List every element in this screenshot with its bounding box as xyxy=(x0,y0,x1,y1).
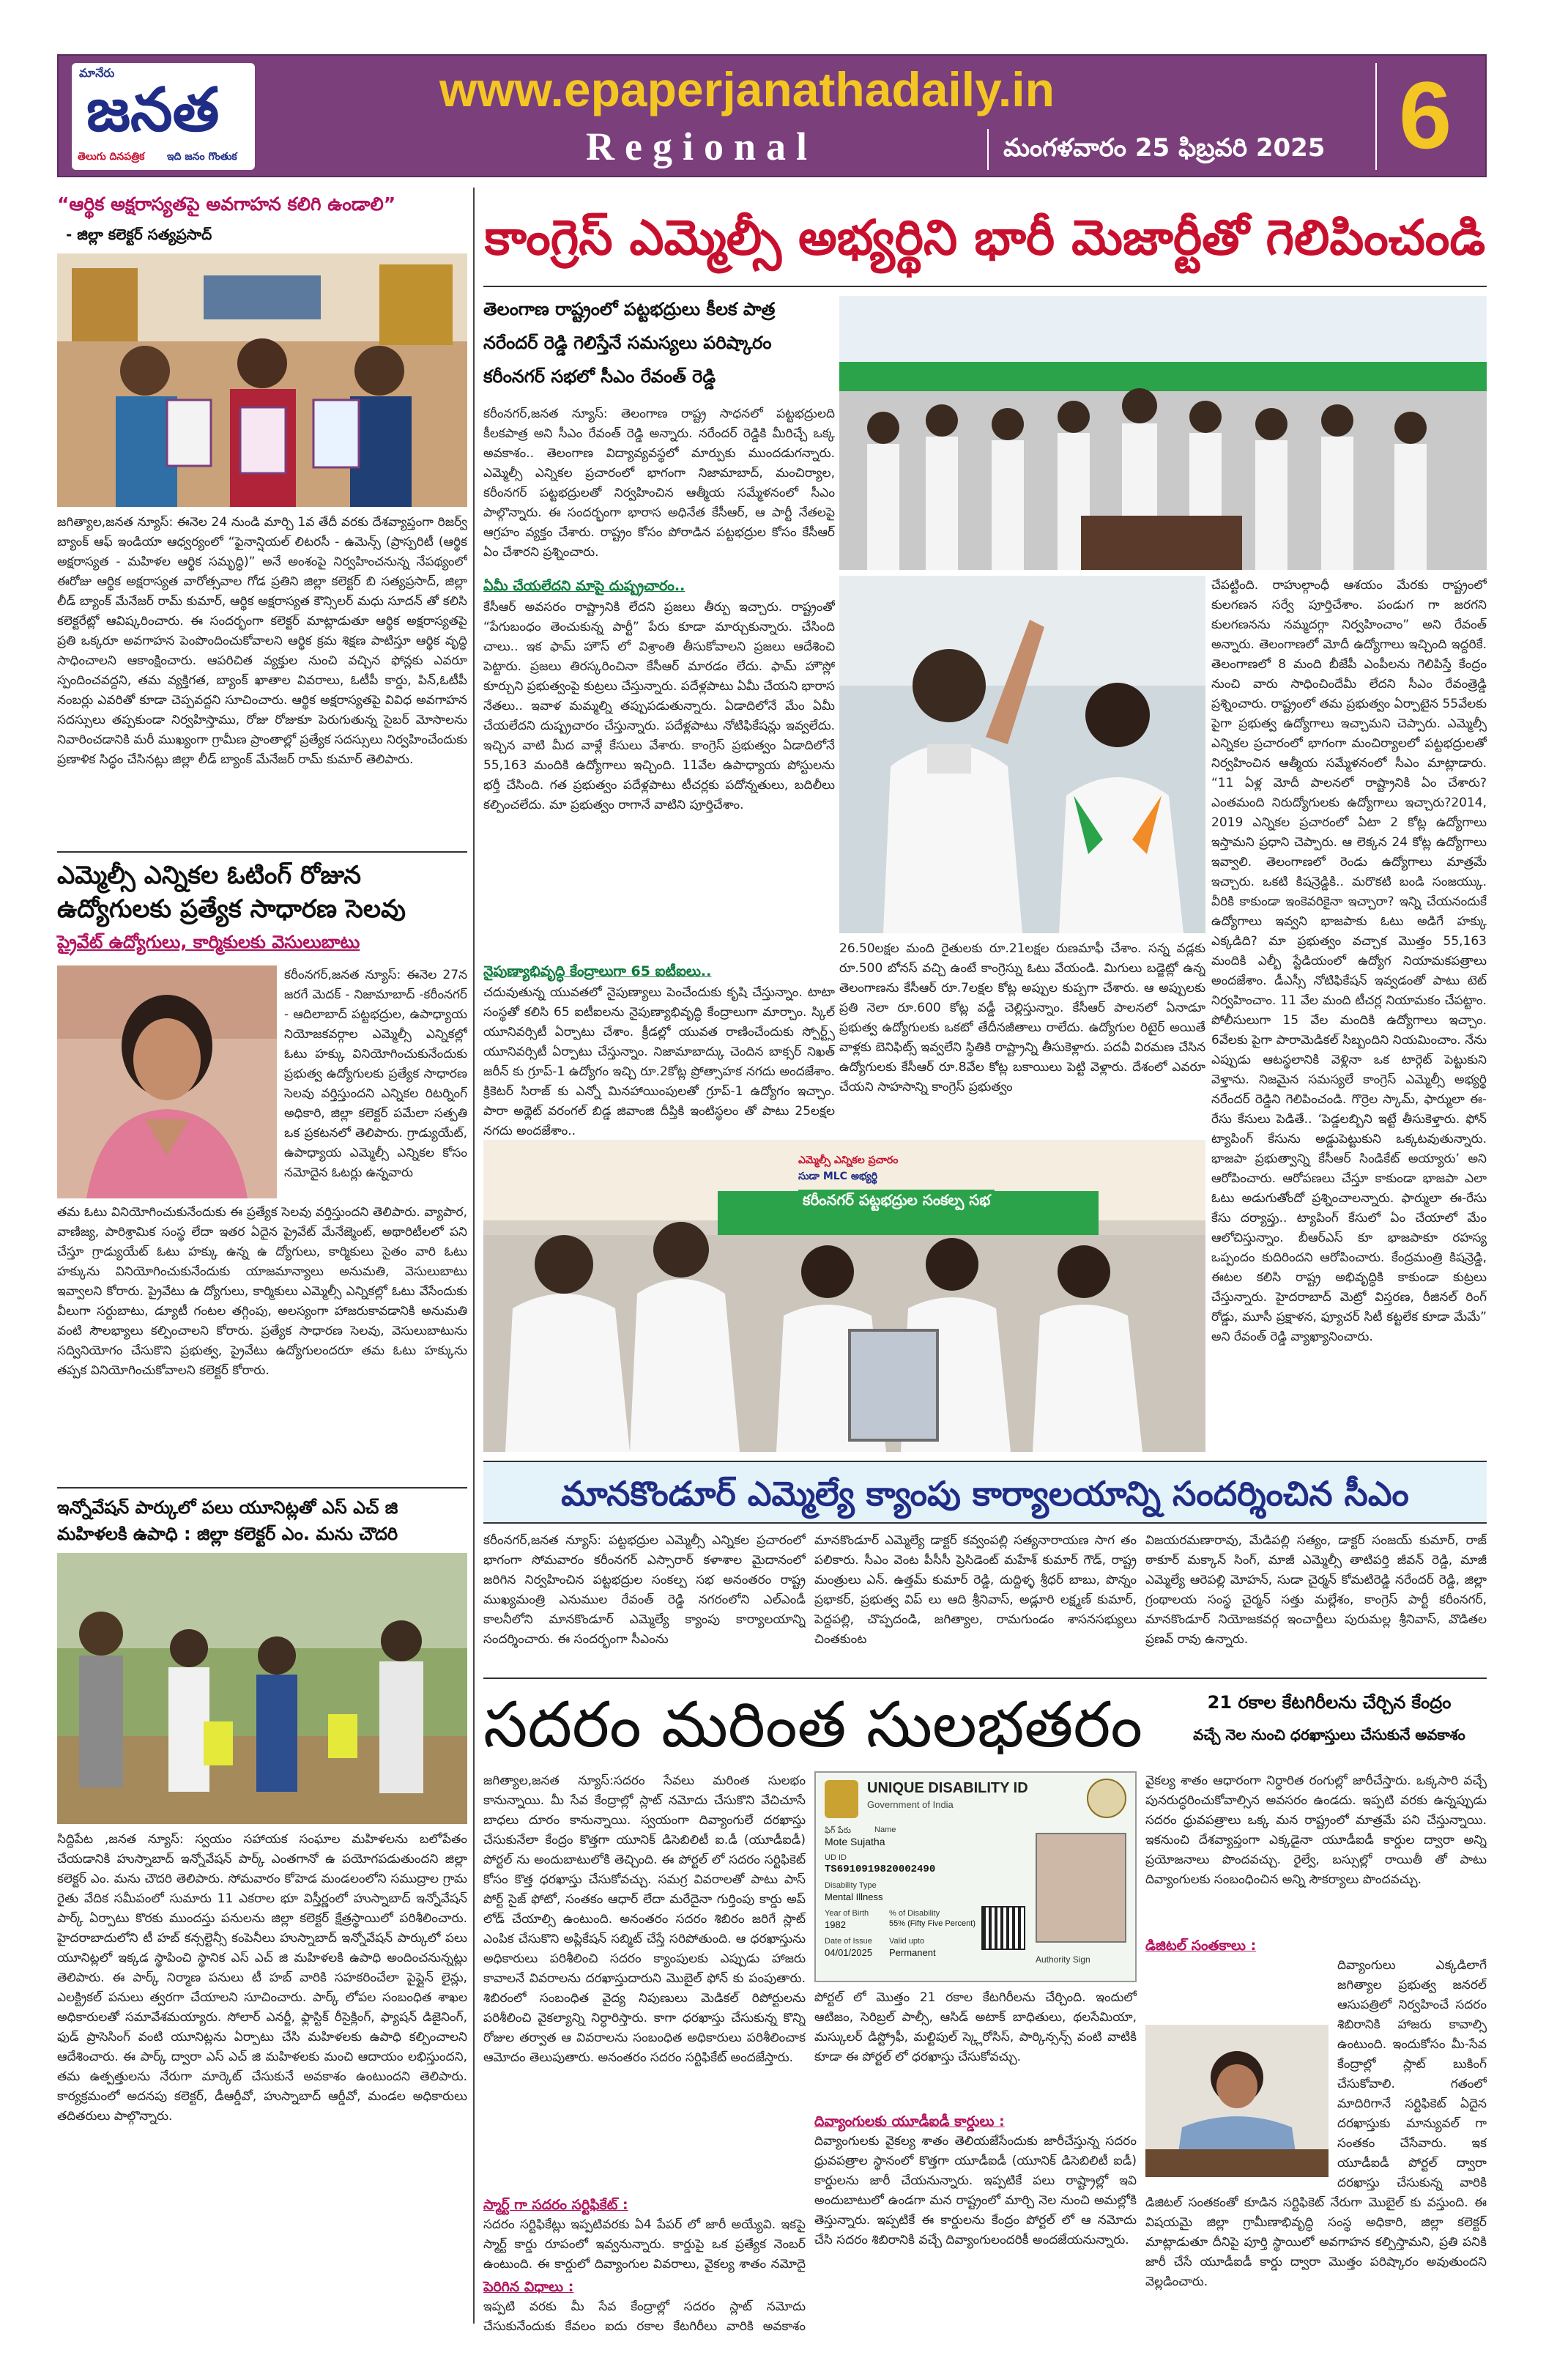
article-sadaram-col2: పోర్టల్ లో మొత్తం 21 రకాల కేటగిరీలను చేర్చింది. ఇందులో ఆటిజం, సెరిబ్రల్ పాల్సీ, ఆసిడ్ అటాక్ బాధితులు, థలసేమియా, మస్కులర్ డిస్ట్రోఫీ, మల్టిపుల్ స్క్లెరోసిస్, పార్కిన్సన్స్ వంటి వాటికి కూడా ఈ పోర్టల్ లో ధరఖాస్తు చేసుకోవచ్చు. xyxy=(814,1990,1137,2064)
udid-valid: Permanent xyxy=(889,1947,936,1958)
udid-yob-label: Year of Birth xyxy=(825,1909,869,1918)
article-congress-body-right: చేపట్టింది. రాహుల్గాంధీ ఆశయం మేరకు రాష్ట్రంలో కులగణన సర్వే పూర్తిచేశాం. పండుగ గా జరగని కులగణనను నమ్మదగ్గా నిర్వహించాం” అని రేవంత్ అన్నారు. తెలంగాణలో మోదీ ఉద్యోగాలు ఇచ్చింది ఇద్దరికే. తెలంగాణలో 8 మంది బీజేపీ ఎంపీలను గెలిపిస్తే కేంద్రం నుంచి వారు సాధించిందేమీ లేదని సీఎం రేవంత్రెడ్డి ప్రశ్నించారు. రాష్ట్రంలో తమ ప్రభుత్వం ఏర్పాటైన 55వేలకు పైగా ప్రభుత్వ ఉద్యోగాలు ఇచ్చామని చెప్పారు. ఎమ్మెల్సీ ఎన్నికల ప్రచారంలో భాగంగా మంచిర్యాలలో పట్టభద్రులతో నిర్వహించిన ఆత్మీయ సమ్మేళనంలో సీఎం మాట్లాడారు. “11 ఏళ్ల మోదీ పాలనలో రాష్ట్రానికి ఏం చేశారు? ఎంతమంది నిరుద్యోగులకు ఉద్యోగాలు ఇచ్చారు?2014, 2019 ఎన్నికల ప్రచారంలో ఏటా 2 కోట్ల ఉద్యోగాలు ఇస్తామని ప్రధాని చెప్పారు. ఆ లెక్కన 24 కోట్ల ఉద్యోగాలు ఇవ్వాలి. తెలంగాణలో రెండు ఉద్యోగాలు మాత్రమే ఇచ్చారు. ఒకటి కిషన్రెడ్డికి.. మరొకటి బండి సంజయ్కు. వీరికి కాకుండా ఇంకెవరికైనా ఇచ్చారా? ఇన్ని చేయనందుకే ఉద్యోగాలు ఇవ్వని భాజపాకు ఓటు అడిగే హక్కు ఎక్కడిది? మా ప్రభుత్వం వచ్చాక మొత్తం 55,163 మందికి ఎల్బీ స్టేడియంలో ఉద్యోగ నియామకపత్రాలు అందజేశాం. డీఎస్సీ నోటిఫికేషన్ ఇవ్వడంతో పాటు టెట్ నిర్వహించాం. 11 వేల మంది టీచర్ల నియామకం చేపట్టాం. పోలీసులుగా 15 వేల మందికి ఉద్యోగాలు ఇచ్చాం. 6వేలకు పైగా పారామెడికల్ సిబ్బందిని నియమించాం. నేను ఎప్పుడు ఆటస్థలానికి వెళ్లినా ఒక టార్గెట్ పెట్టుకుని వెళ్తాను. నిజమైన సమస్యలే కాంగ్రెస్ ఎమ్మెల్సీ అభ్యర్థి నరేందర్ రెడ్డిని గెలిపించండి. గొర్రెల స్కామ్, ఫార్ములా ఈ-రేసు కేసులు పెడితే.. ‘పెడ్డలబ్బిని ఇట్టే తీసుకెళ్తారు. ఫోన్ ట్యాపింగ్ కేసును అడ్డుపెట్టుకుని ఒక్కటవుతున్నారు. భాజపా ప్రభుత్వాన్ని కేసీఆర్ సిండికేట్ అయ్యారు’ అని ఆరోపించారు. ఆరోపణలు చేస్తూ కాకుండా భాజపా ఎలా ఓటు అడుగుతోందో ప్రశ్నించాలన్నారు. ఫార్ములా ఈ-రేసు కేసు దర్యాప్తు.. ట్యాపింగ్ కేసులో ఏం చేయాలో మేం ఆలోచిస్తున్నాం. బీఆర్ఎస్ కూ భాజపాకూ రహస్య ఒప్పందం కుదిరిందని ఆరోపించారు. కేంద్రమంత్రి కిషన్రెడ్డి, ఈటల కలిసి రాష్ట్ర అభివృద్ధికి కాకుండా కుట్రలు చేస్తున్నారు. హైదరాబాద్ మెట్రో విస్తరణ, రీజినల్ రింగ్ రోడ్డు, మూసీ ప్రక్షాళన, ఫ్యూచర్ సిటీ కట్టలేక కూడా మేమే” అని రేవంత్ రెడ్డి వ్యాఖ్యానించారు. xyxy=(1211,578,1487,1344)
deck-line-2: నరేందర్ రెడ్డి గెలిస్తేనే సమస్యలు పరిష్కారం xyxy=(483,333,772,353)
article-innovation-headline: ఇన్నోవేషన్ పార్కులో పలు యూనిట్లతో ఎస్ ఎచ్ జి మహిళలకి ఉపాధి : జిల్లా కలెక్టర్ ఎం. మను చౌదరి xyxy=(57,1497,398,1544)
udid-id-label: UD ID xyxy=(825,1853,847,1862)
separator xyxy=(987,129,989,170)
sadaram-subhead-3: దివ్యాంగులకు యూడీఐడీ కార్డులు : xyxy=(814,2113,1005,2129)
udid-name-label: Name xyxy=(874,1825,896,1834)
divider xyxy=(483,286,1487,287)
udid-photo xyxy=(1036,1833,1126,1943)
udid-issue-label: Date of Issue xyxy=(825,1937,872,1946)
article-sadaram-deck-2: వచ్చే నెల నుంచి ధరఖాస్తులు చేసుకునే అవకాశం xyxy=(1193,1726,1465,1743)
udid-name: Mote Sujatha xyxy=(825,1836,885,1847)
udid-type: Mental Illness xyxy=(825,1891,883,1902)
udid-card-subtitle: Government of India xyxy=(867,1799,954,1810)
divider xyxy=(483,1678,1487,1679)
article-sadaram-deck-1: 21 రకాల కేటగిరీలను చేర్చిన కేంద్రం xyxy=(1207,1692,1452,1713)
article-cm-visit-col1: కరీంనగర్,జనత న్యూస్: పట్టభద్రుల ఎమ్మెల్సీ ఎన్నికల ప్రచారంలో భాగంగా సోమవారం కరీంనగర్ ఎస్సారార్ కళాశాల మైదానంలో జరిగిన నిర్వహించిన పట్టభద్రుల సంకల్ప సభ అనంతరం రాష్ట్ర ముఖ్యమంత్రి ఎనుముల రేవంత్ రెడ్డి నగరంలోని ఎల్ఎండీ కాలనీలోని మానకొండూర్ ఎమ్మెల్యే క్యాంపు కార్యాలయాన్ని సందర్శించారు. ఈ సందర్భంగా సీఎంను xyxy=(483,1533,806,1647)
udid-name-label-local: ఫిగ్ పేరు xyxy=(825,1825,851,1835)
article-sadaram-col1: జగిత్యాల,జనత న్యూస్:సదరం సేవలు మరింత సులభం కానున్నాయి. మీ సేవ కేంద్రాల్లో స్లాట్ నమోదు చేసుకొని వేచిచూసే బాధలు దూరం కానున్నాయి. స్వయంగా దివ్యాంగులే దరఖాస్తు చేసుకునేలా కేంద్రం కొత్తగా యూనిక్ డిసెబిలిటీ ఐ.డీ (యూడీఐడీ) పోర్టల్ ను అందుబాటులోకి తెచ్చింది. ఈ పోర్టల్ లో సదరం సర్టిఫికెట్ కోసం కొత్త ధరఖాస్తు చేసుకోవచ్చు. సమగ్ర వివరాలతో పాటు పాస్ పోర్ట్ సైజ్ ఫోటో, సంతకం ఆధార్ లేదా మరేదైనా గుర్తింపు కార్డు అప్ లోడ్ చేయాల్సి ఉంటుంది. అనంతరం సదరం శిబిరం జరిగే స్లాట్ ఎంపిక చేసుకొని అప్లికేషన్ సబ్మిట్ చేస్తే సరిపోతుంది. ఆ ధరఖాస్తును అధికారులు పరిశీలించి సదరం క్యాంపులకు ఎప్పుడు హాజరు కావాలనే వివరాలను దరఖాస్తుదారుని మొబైల్ ఫోన్ కు పంపుతారు. శిబిరంలో సంబంధిత వైద్య నిపుణులు మెడికల్ రిపోర్టులను పరిశీలించి వైకల్యాన్ని నిర్ధారిస్తారు. కాగా ధరఖాస్తు చేసుకున్న కొన్ని రోజుల తర్వాత ఆ వివరాలను సంబంధిత అధికారులు పరిశీలించాక ఆమోదం తెలుపుతారు. అనంతరం సదరం సర్టిఫికేట్ అందజేస్తారు. xyxy=(483,1773,806,2065)
cm-visit-header xyxy=(483,1461,1487,1524)
masthead xyxy=(57,54,1487,177)
article-sadaram-col2b: దివ్యాంగులకు వైకల్య శాతం తెలియజేసేందుకు జారీచేస్తున్న సదరం ధ్రువపత్రాల స్థానంలో కొత్తగా యూడీఐడీ (యూనిక్ డిసెబిలిటీ ఐడీ) కార్డులను జారీ చేయనున్నారు. ఇప్పటికే పలు రాష్ట్రాల్లో ఇవి అందుబాటులో ఉండగా మన రాష్ట్రంలో మార్చి నెల నుంచి అమల్లోకి తెస్తున్నారు. ఇప్పటికే ఈ కార్డులను కేంద్రం పోర్టల్ లో ఆ నమోదు చేసి సదరం శిబిరానికి వచ్చే దివ్యాంగులందరికీ అందజేయనున్నారు. xyxy=(814,2134,1137,2247)
udid-id: TS6910919820002490 xyxy=(825,1864,936,1875)
logo-small-text: మానేరు xyxy=(79,66,115,80)
article-innovation-body: సిద్దిపేట ,జనత న్యూస్: స్వయం సహాయక సంఘాల మహిళలను బలోపేతం చేయడానికి హుస్నాబాద్ ఇన్నోవేషన్ పార్క్ ఎంతగానో ఉ పయోగపడుతుందని జిల్లా కలెక్టర్ ఎం. మను చౌదరి తెలిపారు. సోమవారం కోహెడ మండలంలోని సముద్రాల గ్రామ రైతు వేదిక సమీపంలో సుమారు 11 ఎకరాల భూ విస్తీర్ణంలో హుస్నాబాద్ ఇన్నోవేషన్ పార్క్ ఏర్పాటు కొరకు ముందస్తు పనులను జిల్లా కలెక్టర్ క్షేత్రస్థాయిలో పరిశీలించారు. హైదరాబాదులోని టీ హబ్ కన్సల్టెన్సీ కంపెనీలు హుస్నాబాద్ ఇన్నోవేషన్ పార్కులో పలు యూనిట్లలో ఇక్కడ స్థాపించి స్థానిక ఎస్ ఎచ్ జి మహిళలకి ఉపాధి అందించనున్నట్లు తెలిపారు. ఈ పార్క్ నిర్మాణ పనులు టీ హబ్ వారికి సహకరించేలా పైప్లైన్ లైన్లు, ఎలక్ట్రికల్ పనులు త్వరగా చేయాలని సూచించారు. పార్క్ లోపల సంబంధిత శాఖల అధికారులతో సమావేశమయ్యారు. సోలార్ ఎనర్జీ, ఫ్లాస్టిక్ రీసైక్లింగ్, ఫ్యాషన్ డిజైనింగ్, ఫుడ్ ప్రాసెసింగ్ వంటి యూనిట్లను ఏర్పాటు చేసి మహిళలకు ఉపాధి కల్పించాలని ఆదేశించారు. ఈ పార్క్ ద్వారా ఎస్ ఎచ్ జి మహిళలకు మంచి ఆదాయం లభిస్తుందని, తమ ఉత్పత్తులను నేరుగా మార్కెట్ చేసుకునే అవకాశం ఉంటుందని తెలిపారు. కార్యక్రమంలో అదనపు కలెక్టర్, డీఆర్డీవో, హుస్నాబాద్ ఆర్డీవో, మండల అధికారులు తదితరులు పాల్గొన్నారు. xyxy=(57,1832,467,2124)
article-cm-visit-col3: విజయరమణారావు, మేడిపల్లి సత్యం, డాక్టర్ సంజయ్ కుమార్, రాజ్ ఠాకూర్ మక్కాన్ సింగ్, మాజీ ఎమ్మెల్సీ తాటిపర్తి జీవన్ రెడ్డి, మాజీ ఎమ్మెల్యే ఆరెపల్లి మోహన్, సుడా చైర్మన్ కోమటిరెడ్డి నరేందర్ రెడ్డి, జిల్లా గ్రంథాలయ సంస్థ చైర్మన్ సత్తు మల్లేశం, కాంగ్రెస్ పార్టీ కరీంనగర్, మానకొండూర్ నియోజకవర్గ ఇంచార్జీలు పురుమల్ల శ్రీనివాస్, వొడితల ప్రణవ్ రావు ఉన్నారు. xyxy=(1145,1533,1487,1647)
divider xyxy=(57,851,467,853)
article-congress-body-left: కరీంనగర్,జనత న్యూస్: తెలంగాణ రాష్ట్ర సాధనలో పట్టభద్రులది కీలకపాత్ర అని సీఎం రేవంత్ రెడ్డి అన్నారు. నరేందర్ రెడ్డికి మీరిచ్చే ఒక్క అవకాశం.. తెలంగాణ విద్యావ్యవస్థలో మార్పుకు ముందడుగన్నారు. ఎమ్మెల్సీ ఎన్నికల ప్రచారంలో భాగంగా నిజామాబాద్, మంచిర్యాల, కరీంనగర్ పట్టభద్రులతో నిర్వహించిన ఆత్మీయ సమ్మేళనంలో సీఎం పాల్గొన్నారు. ఈ సందర్భంగా భారాస అధినేత కేసీఆర్, ఆ పార్టీ నేతలపై ఆగ్రహం వ్యక్తం చేశారు. రాష్ట్రం కోసం పోరాడిన పట్టభద్రుల కోసం కేసీఆర్ ఏం చేశారని ప్రశ్నించారు. xyxy=(483,407,835,560)
article-holiday-body: తమ ఓటు వినియోగించుకునేందుకు ఈ ప్రత్యేక సెలవు వర్తిస్తుందని తెలిపారు. వ్యాపార, వాణిజ్య, పారిశ్రామిక సంస్థ లేదా ఇతర ఏదైన ప్రైవేట్ మేనేజ్మెంట్, అథారిటీలలో పని చేస్తూ గ్రాడ్యుయేట్ ఓటు హక్కు ఉన్న ఉ ద్యోగులు, కార్మికులు సైతం వారి ఓటు హక్కును వినియోగించుకునేందుకు యాజమాన్యాలు అనుమతి, వెసులుబాటు ఇవ్వాలని కోరారు. ప్రైవేటు ఉ ద్యోగులు, కార్మికులు ఎమ్మెల్సీ ఎన్నికల్లో ఓటు వేసేందుకు వీలుగా సర్దుబాటు, డ్యూటీ గంటల తగ్గింపు, అలస్యంగా హాజరుకావడానికి అనుమతి వంటి సౌలభ్యాలు కల్పించాలని కోరారు. ప్రత్యేక సాధారణ సెలవు, వెసులుబాటును సద్వినియోగం చేసుకొని ప్రభుత్వ, ప్రైవేటు ఉద్యోగులందరూ తమ ఓటు హక్కును తప్పక వినియోగించుకోవాలని కలెక్టర్ కోరారు. xyxy=(57,1205,467,1378)
logo-main-text: జనత xyxy=(86,75,220,145)
emblem-icon xyxy=(825,1780,858,1818)
page-number: 6 xyxy=(1399,62,1452,168)
udid-yob: 1982 xyxy=(825,1919,846,1930)
logo-tagline-right: ఇది జనం గొంతుక xyxy=(167,151,237,163)
collector-pamela-photo xyxy=(57,965,277,1198)
article-cm-visit-col2: మానకొండూర్ ఎమ్మెల్యే డాక్టర్ కవ్వంపల్లి సత్యనారాయణ సాగ తం పలికారు. సీఎం వెంట పీసీసీ ప్రెసిడెంట్ మహేశ్ కుమార్ గౌడ్, రాష్ట్ర మంత్రులు ఎన్. ఉత్తమ్ కుమార్ రెడ్డి, దుద్దిళ్ళ శ్రీధర్ బాబు, పొన్నం ప్రభాకర్, ప్రభుత్వ విప్ లు ఆది శ్రీనివాస్, అడ్లూరి లక్ష్మణ్ కుమార్, పెద్దపల్లి, చొప్పదండి, జగిత్యాల, రామగుండం శాసనసభ్యులు చింతకుంట xyxy=(814,1533,1137,1647)
article-financial-byline: - జిల్లా కలెక్టర్ సత్యప్రసాద్ xyxy=(66,226,212,243)
udid-type-label: Disability Type xyxy=(825,1881,877,1890)
cm-speech-photo xyxy=(839,576,1205,933)
logo xyxy=(72,63,255,170)
article-congress-body-sub1: కేసీఆర్ అవసరం రాష్ట్రానికి లేదని ప్రజలు తీర్పు ఇచ్చారు. రాష్ట్రంతో “పేగుబంధం తెంచుకున్న పార్టీ” పేరు కూడా మార్చుకున్నారు. చేసింది చాలు.. ఇక ఫామ్ హౌస్ లో విశ్రాంతి తీసుకోవాలని ప్రజలు ఆదేశించి పెట్టారు. ప్రజలు తిరస్కరించినా కేసీఆర్ మారడం లేదు. ఫామ్ హౌస్లో కూర్చుని ప్రభుత్వంపై కుట్రలు చేస్తున్నారు. పదేళ్లపాటు ఏమీ చేయని భారాస నేతలు.. ఇవాళ మమ్మల్ని తప్పుపడుతున్నారు. ఏడాదిలోనే మేం ఏమీ చేయలేదని దుష్ప్రచారం చేస్తున్నారు. పదేళ్లపాటు నోటిఫికేషన్లు ఇవ్వలేదు. ఇచ్చిన వాటి మీద వాళ్లే కేసులు వేశారు. కాంగ్రెస్ ప్రభుత్వం ఏడాదిలోనే 55,163 మందికి ఉద్యోగాలు ఇచ్చింది. 11వేల ఉపాధ్యాయ పోస్టులను భర్తీ చేసింది. గత ప్రభుత్వం పదేళ్లపాటు టీచర్లకు పదోన్నతులు, బదిలీలు కల్పించలేదు. మా ప్రభుత్వం రాగానే వాటిని పూర్తిచేశాం. xyxy=(483,600,835,812)
article-sadaram-col1b: సదరం సర్టిఫికేట్లు ఇప్పటివరకు ఏ4 పేపర్ లో జారీ అయ్యేవి. ఇకపై స్మార్ట్ కార్డు రూపంలో ఇవ్వనున్నారు. కార్డుపై ఒక ప్రత్యేక నెంబర్ ఉంటుంది. ఈ కార్డులో దివ్యాంగుల వివరాలు, వైకల్య శాతం నమోదై xyxy=(483,2217,806,2272)
sadaram-subhead-1: స్మార్ట్ గా సదరం సర్టిఫికేట్ : xyxy=(483,2197,628,2213)
issue-date: మంగళవారం 25 ఫిబ్రవరి 2025 xyxy=(1003,133,1326,163)
telangana-seal-icon xyxy=(1087,1779,1126,1818)
stage-banner-line-3: కరీంనగర్ పట్టభద్రుల సంకల్ప సభ xyxy=(798,1190,995,1214)
article-sadaram-headline: సదరం మరింత సులభతరం xyxy=(483,1688,1142,1762)
udid-qr-icon xyxy=(981,1906,1025,1950)
udid-card-title: UNIQUE DISABILITY ID xyxy=(867,1780,1028,1796)
article-holiday-body-side: కరీంనగర్,జనత న్యూస్: ఈనెల 27న జరగే మెదక్ - నిజామాబాద్ -కరీంనగర్ - ఆదిలాబాద్ పట్టభద్రుల, ఉపాధ్యాయ నియోజకవర్గాల ఎమ్మెల్సీ ఎన్నికల్లో ఓటు హక్కు వినియోగించుకునేందుకు ప్రభుత్వ ఉద్యోగులకు ప్రత్యేక సాధారణ సెలవు వర్తిస్తుందని ఎన్నికల రిటర్నింగ్ అధికారి, జిల్లా కలెక్టర్ పమేలా సత్పతి ఒక ప్రకటనలో తెలిపారు. గ్రాడ్యుయేట్, ఉపాధ్యాయ ఎమ్మెల్సీ ఎన్నికల కోసం నమోదైన ఓటర్లు ఉన్నవారు xyxy=(284,968,467,1180)
sadaram-subhead-2: పెరిగిన విధాలు : xyxy=(483,2279,574,2295)
udid-card xyxy=(814,1771,1137,1982)
udid-sign-label: Authority Sign xyxy=(1036,1954,1090,1965)
divider xyxy=(57,1487,467,1489)
section-name: Regional xyxy=(586,125,818,168)
article-financial-headline: “ఆర్థిక అక్షరాస్యతపై అవగాహన కలిగి ఉండాలి” xyxy=(57,193,396,215)
separator xyxy=(1375,63,1377,170)
udid-percent: 55% (Fifty Five Percent) xyxy=(889,1919,976,1928)
stage-banner xyxy=(798,1154,1062,1220)
stage-banner-line-2: సుడా MLC అభ్యర్థి xyxy=(798,1171,878,1182)
stage-banner-line-1: ఎమ్మెల్సీ ఎన్నికల ప్రచారం xyxy=(798,1154,899,1166)
article-congress-headline: కాంగ్రెస్ ఎమ్మెల్సీ అభ్యర్థిని భారీ మెజార్టీతో గెలిపించండి xyxy=(484,210,1486,266)
udid-valid-label: Valid upto xyxy=(889,1937,925,1946)
congress-subhead-1: ఏమీ చేయలేదని మాపై దుష్ప్రచారం.. xyxy=(483,578,685,594)
article-holiday-headline: ఎమ్మెల్సీ ఎన్నికల ఓటింగ్ రోజున ఉద్యోగులకు ప్రత్యేక సాధారణ సెలవు xyxy=(57,861,406,924)
sadaram-subhead-4: డిజిటల్ సంతకాలు : xyxy=(1145,1938,1257,1954)
deck-line-1: తెలంగాణ రాష్ట్రంలో పట్టభద్రులు కీలక పాత్ర xyxy=(483,299,776,319)
article-financial-body: జగిత్యాల,జనత న్యూస్: ఈనెల 24 నుండి మార్చి 1వ తేదీ వరకు దేశవ్యాప్తంగా రిజర్వ్ బ్యాంక్ ఆఫ్ ఇండియా ఆధ్వర్యంలో “ఫైనాన్షియల్ లిటరసీ - ఉమెన్స్ (ప్రాస్పరిటీ (ఆర్థిక అక్షరాస్యత - మహిళల ఆర్థిక సమృద్ధి)” అనే అంశంపై నిర్వహించనున్న నేపథ్యంలో ఈరోజు ఆర్థిక అక్షరాస్యత వారోత్సవాల గోడ ప్రతిని జిల్లా కలెక్టర్ బి సత్యప్రసాద్, జిల్లా లీడ్ బ్యాంక్ మేనేజర్ రామ్ కుమార్, ఆర్థిక అక్షరాస్యత కౌన్సిలర్ మధు సూదన్ తో కలిసి కలెక్టరేట్లో ఆవిష్కరించారు. ఈ సందర్భంగా కలెక్టర్ మాట్లాడుతూ ఆర్థిక అక్షరాస్యతపై ప్రతి ఒక్కరూ అవగాహన పెంపొందించుకోవాలని ఆర్థిక క్రమ శిక్షణ పాటిస్తూ ఆర్థిక వృద్ధి సాధించాలని ఆకాంక్షించారు. ఆపరిచిత వ్యక్తుల నుంచి వచ్చిన ఫోన్లకు ఎవరూ స్పందించవద్దని, తమ వ్యక్తిగత, బ్యాంక్ ఖాతాల వివరాలు, ఓటీపీ కార్డు, పిన్,ఓటీపీ నంబర్లు ఎవరితో కూడా చెప్పవద్దని సూచించారు. ఆర్థిక అక్షరాస్యతపై వివిధ అవగాహన సదస్సులు తప్పకుండా నిర్వహిస్తాము, రోజు రోజుకూ పెరుగుతున్న సైబర్ మోసాలను నివారించడానికి మరీ ముఖ్యంగా గ్రామీణ ప్రాంతాల్లో ప్రత్యేక సదస్సులు నిర్వహించేందుకు ప్రణాళిక సిద్ధం చేసినట్లు జిల్లా లీడ్ బ్యాంక్ మేనేజర్ రామ్ కుమార్ తెలిపారు. xyxy=(57,515,467,767)
cm-rally-photo-1 xyxy=(839,296,1487,570)
logo-tagline-left: తెలుగు దినపత్రిక xyxy=(78,151,145,163)
udid-issue: 04/01/2025 xyxy=(825,1947,873,1958)
congress-subhead-2: నైపుణ్యాభివృద్ధి కేంద్రాలుగా 65 ఐటీఐలు.. xyxy=(483,963,712,979)
udid-percent-label: % of Disability xyxy=(889,1909,940,1918)
article-congress-body-sub3: 26.50లక్షల మంది రైతులకు రూ.21లక్షల రుణమాఫీ చేశాం. సన్న వడ్లకు రూ.500 బోనస్ వచ్చి ఉంటే కాంగ్రెస్ను ఓటు వేయండి. మిగులు బడ్జెట్లో ఉన్న తెలంగాణను కేసీఆర్ రూ.7లక్షల కోట్ల అప్పుల కుప్పగా చేశారు. ఆ అప్పులకు ప్రతి నెలా రూ.600 కోట్ల వడ్డీ చెల్లిస్తున్నాం. కేసీఆర్ పాలనలో ఏనాడూ ప్రభుత్వ ఉద్యోగులకు ఒకటో తేదీనజీతాలు రాలేదు. ఉద్యోగుల రిటైర్ అయితే వాళ్లకు బెనిఫిట్స్ ఇవ్వలేని స్థితికి రాష్ట్రాన్ని తీసుకెళ్లారు. పదవీ విరమణ చేసిన ఉద్యోగులకు కేసీఆర్ రూ.8వేల కోట్ల బకాయిలు పెట్టి వెళ్లారు. దేశంలో ఎవరూ చేయని సాహసాన్ని కాంగ్రెస్ ప్రభుత్వం xyxy=(839,941,1205,1094)
column-divider xyxy=(473,188,475,2324)
article-sadaram-col1c: ఇప్పటి వరకు మీ సేవ కేంద్రాల్లో సదరం స్లాట్ నమోదు చేసుకునేందుకు కేవలం ఐదు రకాల కేటగిరీలు వారికి అవకాశం xyxy=(483,2299,806,2334)
article-sadaram-col3b: దివ్యాంగులు ఎక్కడిలాగే జగిత్యాల ప్రభుత్వ జనరల్ ఆసుపత్రిలో నిర్వహించే సదరం శిబిరానికి హాజరు కావాల్సి ఉంటుంది. ఇందుకోసం మీ-సేవ కేంద్రాల్లో స్లాట్ బుకింగ్ చేసుకోవాలి. గతంలో మాదిరిగానే సర్టిఫికెట్ ఏదైన దరఖాస్తుకు మాన్యువల్ గా సంతకం చేసేవారు. ఇక యూడీఐడీ పోర్టల్ ద్వారా దరఖాస్తు చేసుకున్న వారికి డిజిటల్ సంతకంతో కూడిన సర్టిఫికెట్ నేరుగా మొబైల్ కు వస్తుంది. ఈ విషయమై జిల్లా గ్రామీణాభివృద్ధి సంస్థ అధికారి, జిల్లా కలెక్టర్ మాట్లాడుతూ దీనిపై పూర్తి స్థాయిలో అవగాహన కల్పిస్తామని, ప్రతి పనికి జారీ చేసే యూడీఐడీ కార్డు ద్వారా మొత్తం పరిష్కారం అవుతుందని వెల్లడించారు. xyxy=(1145,1958,1487,2289)
collector-poster-photo xyxy=(57,253,467,507)
article-sadaram-col3: వైకల్య శాతం ఆధారంగా నిర్ధారిత రంగుల్లో జారీచేస్తారు. ఒక్కసారి వచ్చే పునరుద్ధరించుకోవాల్సిన అవసరం ఉండదు. ఇప్పటి వరకు ఉన్నప్పుడు సదరం ధ్రువపత్రాలు ఒక్క మన రాష్ట్రంలో మాత్రమే పని చేస్తున్నాయి. ఇకనుంచి దేశవ్యాప్తంగా ఎక్కడైనా యూడీఐడీ కార్డుల ద్వారా అన్ని ప్రయోజనాలు పొందవచ్చు. రైల్వే, బస్సుల్లో రాయితీ తో పాటు దివ్యాంగులకు సంబంధించిన అన్ని సౌకర్యాలు పొందవచ్చు. xyxy=(1145,1773,1487,1887)
article-holiday-subhead: ప్రైవేట్ ఉద్యోగులు, కార్మికులకు వెసులుబాటు xyxy=(57,932,360,952)
article-congress-body-sub2: చదువుతున్న యువతలో నైపుణ్యాలు పెంచేందుకు కృషి చేస్తున్నాం. టాటా సంస్థతో కలిసి 65 ఐటీఐలను నైపుణ్యాభివృద్ధి కేంద్రాలుగా మార్చాం. స్కిల్ యూనివర్సిటీ ఏర్పాటు చేశాం. క్రీడల్లో యువత రాణించేందుకు స్పోర్ట్స్ యూనివర్సిటీ ఏర్పాటు చేస్తున్నాం. నిజామాబాద్కు చెందిన బాక్సర్ నిఖత్ జరీన్ కు గ్రూప్-1 ఉద్యోగం ఇచ్చి రూ.2కోట్ల ప్రోత్సాహక నగదు అందజేశాం. క్రికెటర్ సిరాజ్ కు ఎన్నో మినహాయింపులతో గ్రూప్-1 ఉద్యోగం ఇచ్చాం. పారా అథ్లెట్ వరంగల్ బిడ్డ జివాంజి దీప్తికి ఇంటిస్థలం తో పాటు 25లక్షల నగదు అందజేశాం.. xyxy=(483,985,835,1138)
article-cm-visit-headline: మానకొండూర్ ఎమ్మెల్యే క్యాంపు కార్యాలయాన్ని సందర్శించిన సీఎం xyxy=(561,1474,1409,1513)
innovation-park-photo xyxy=(57,1553,467,1824)
deck-line-3: కరీంనగర్ సభలో సీఎం రేవంత్ రెడ్డి xyxy=(483,366,716,387)
website-url: www.epaperjanathadaily.in xyxy=(439,62,1055,116)
